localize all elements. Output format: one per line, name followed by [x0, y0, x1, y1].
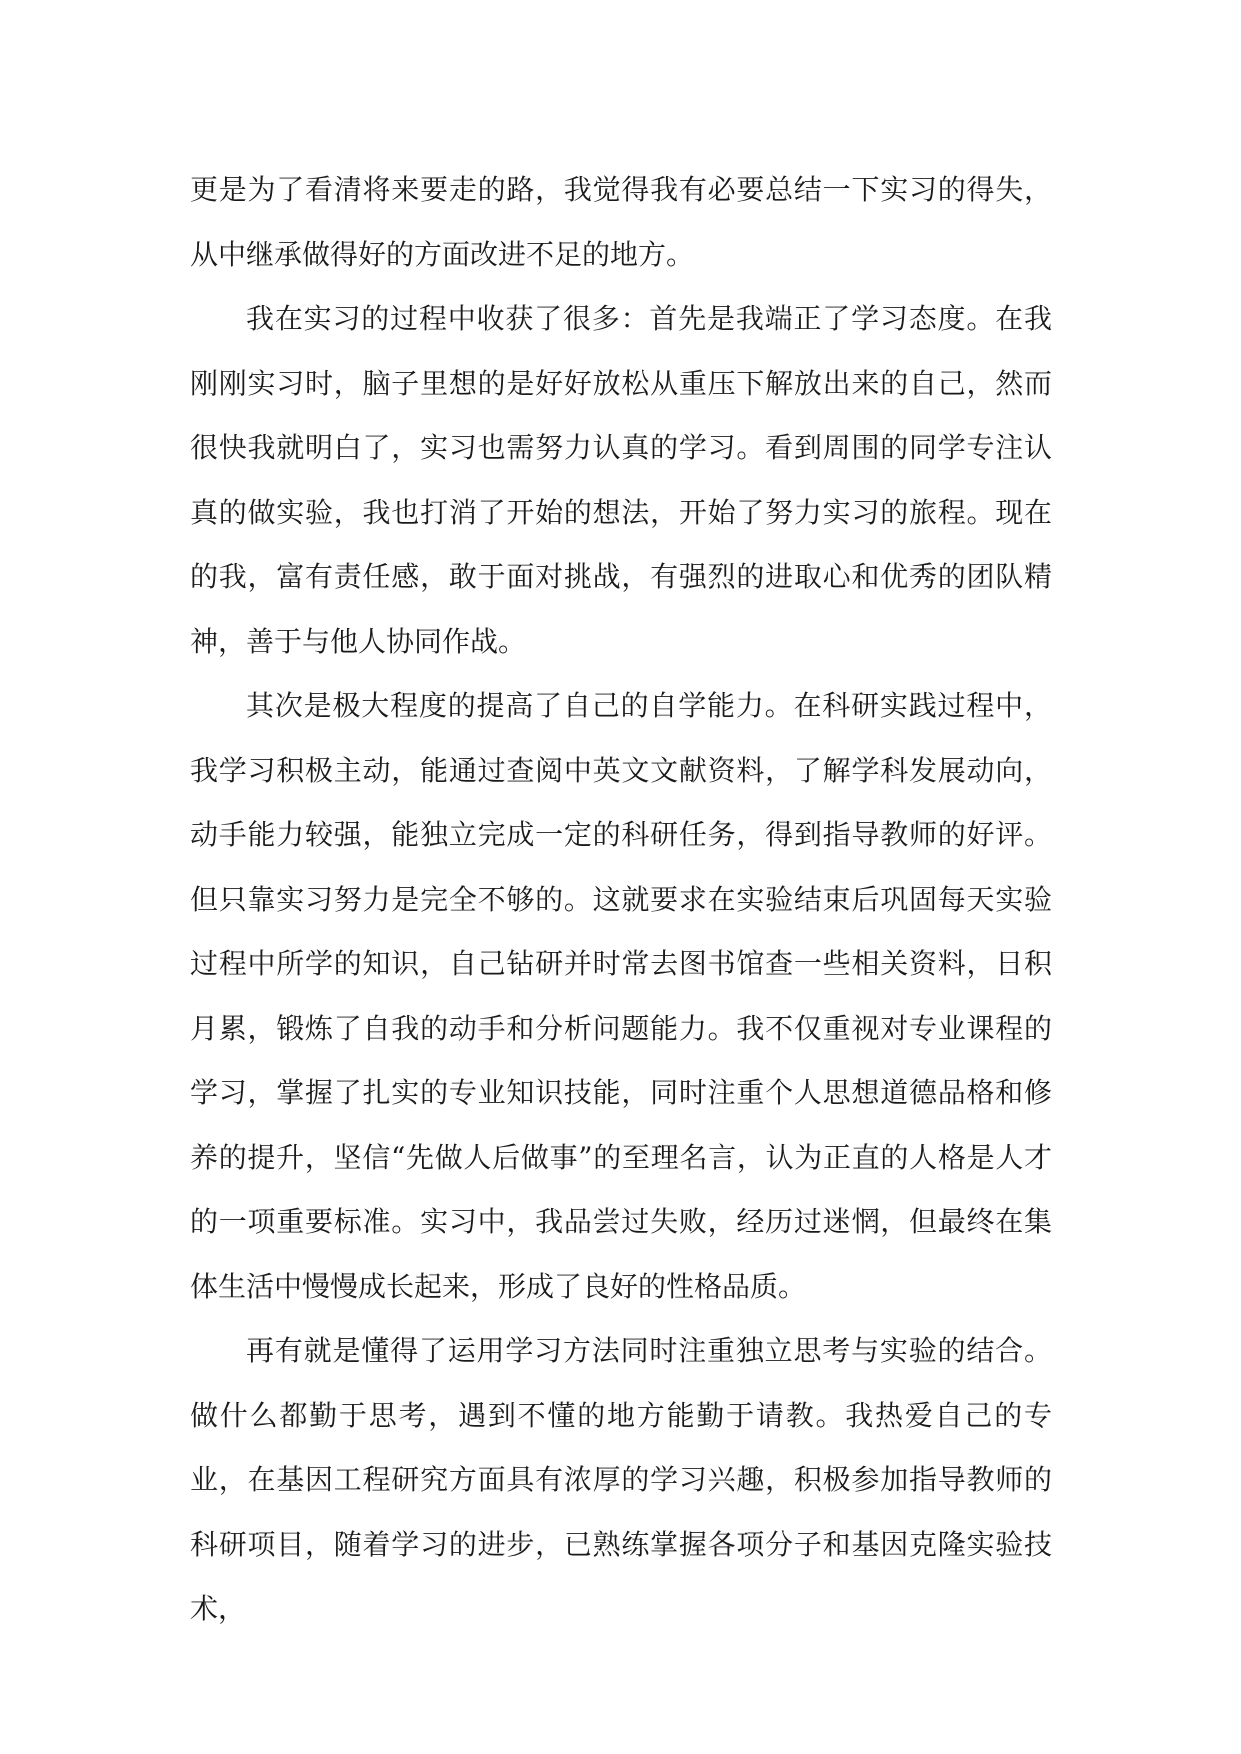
- document-body: [190, 158, 1052, 1642]
- paragraph-3: 其次是极大程度的提高了自己的自学能力。在科研实践过程中，我学习积极主动，能通过查阅中英文文献资料，了解学科发展动向，动手能力较强，能独立完成一定的科研任务，得到指导教师的好评。但只靠实习努力是完全不够的。这就要求在实验结束后巩固每天实验过程中所学的知识，自己钻研并时常去图书馆查一些相关资料，日积月累，锻炼了自我的动手和分析问题能力。我不仅重视对专业课程的学习，掌握了扎实的专业知识技能，同时注重个人思想道德品格和修养的提升，坚信“先做人后做事”的至理名言，认为正直的人格是人才的一项重要标准。实习中，我品尝过失败，经历过迷惘，但最终在集体生活中慢慢成长起来，形成了良好的性格品质。: [190, 689, 1052, 1303]
- paragraph-2: 我在实习的过程中收获了很多：首先是我端正了学习态度。在我刚刚实习时，脑子里想的是好好放松从重压下解放出来的自己，然而很快我就明白了，实习也需努力认真的学习。看到周围的同学专注认真的做实验，我也打消了开始的想法，开始了努力实习的旅程。现在的我，富有责任感，敢于面对挑战，有强烈的进取心和优秀的团队精神，善于与他人协同作战。: [190, 302, 1052, 658]
- paragraph-4: 再有就是懂得了运用学习方法同时注重独立思考与实验的结合。做什么都勤于思考，遇到不懂的地方能勤于请教。我热爱自己的专业，在基因工程研究方面具有浓厚的学习兴趣，积极参加指导教师的科研项目，随着学习的进步，已熟练掌握各项分子和基因克隆实验技术，: [190, 1334, 1052, 1625]
- paragraph-1: 更是为了看清将来要走的路，我觉得我有必要总结一下实习的得失，从中继承做得好的方面改进不足的地方。: [190, 173, 1052, 271]
